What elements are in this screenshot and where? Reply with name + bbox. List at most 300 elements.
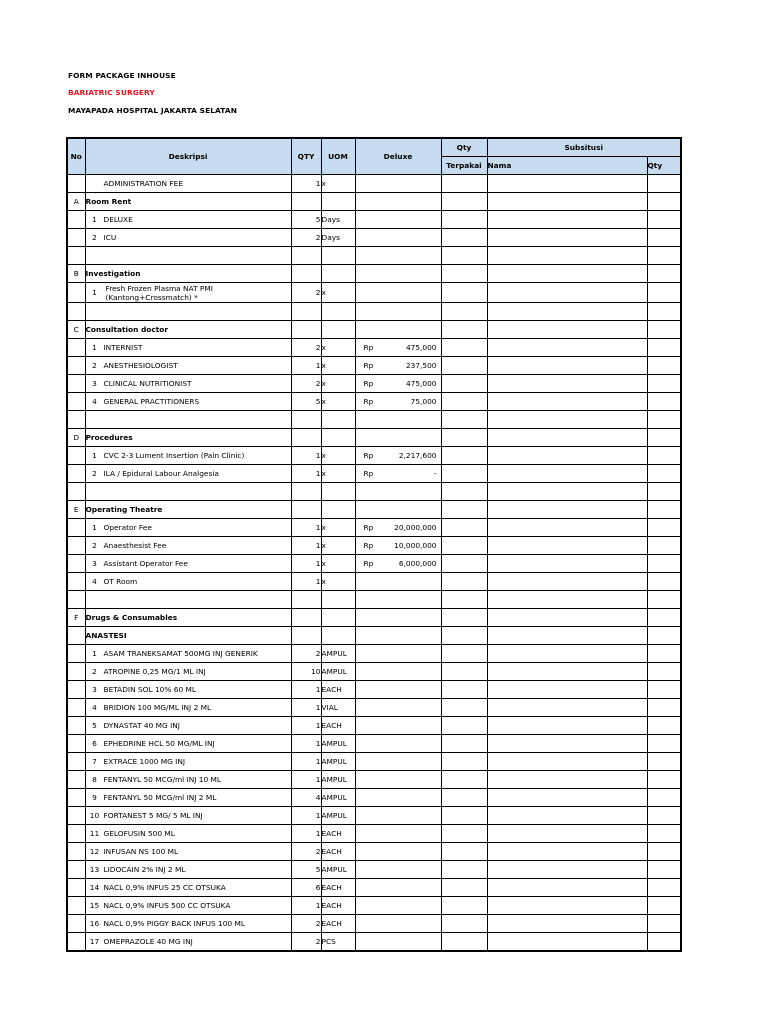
cell-no — [67, 933, 85, 952]
cell-substitute-name — [487, 609, 647, 627]
package-name: BARIATRIC SURGERY — [68, 88, 155, 97]
uom-value: x — [321, 577, 326, 586]
cell-qty — [291, 879, 321, 897]
table-row — [67, 699, 681, 717]
cell-deluxe — [355, 447, 441, 465]
cell-substitute-name — [487, 193, 647, 211]
qty-value: 2 — [315, 649, 321, 658]
table-header — [67, 138, 681, 175]
cell-uom — [321, 411, 355, 429]
cell-no — [67, 717, 85, 735]
cell-substitute-name — [487, 879, 647, 897]
cell-qty — [291, 753, 321, 771]
cell-substitute-name — [487, 897, 647, 915]
cell-substitute-qty — [647, 483, 681, 501]
cell-qty — [291, 375, 321, 393]
cell-deluxe — [355, 229, 441, 247]
cell-substitute-name — [487, 465, 647, 483]
item-number: 3 — [92, 379, 97, 388]
qty-value: 1 — [315, 775, 321, 784]
cell-description — [85, 627, 291, 645]
item-description: Operator Fee — [103, 523, 152, 532]
cell-terpakai — [441, 321, 487, 339]
table-row — [67, 447, 681, 465]
cell-substitute-name — [487, 229, 647, 247]
uom-value: AMPUL — [321, 739, 347, 748]
section-title: Investigation — [85, 269, 141, 278]
cell-description — [85, 573, 291, 591]
cell-terpakai — [441, 357, 487, 375]
cell-terpakai — [441, 645, 487, 663]
cell-qty — [291, 265, 321, 283]
cell-terpakai — [441, 447, 487, 465]
currency-label: Rp — [363, 451, 374, 460]
cell-no — [67, 735, 85, 753]
uom-value: x — [321, 361, 326, 370]
cell-substitute-qty — [647, 843, 681, 861]
uom-value: x — [321, 469, 326, 478]
cell-no — [67, 645, 85, 663]
uom-value: EACH — [321, 829, 342, 838]
cell-uom — [321, 807, 355, 825]
uom-value: AMPUL — [321, 811, 347, 820]
cell-substitute-name — [487, 753, 647, 771]
cell-qty — [291, 825, 321, 843]
cell-description — [85, 717, 291, 735]
uom-value: AMPUL — [321, 757, 347, 766]
cell-description — [85, 501, 291, 519]
qty-value: 2 — [315, 847, 321, 856]
cell-no — [67, 843, 85, 861]
cell-qty — [291, 483, 321, 501]
table-row — [67, 339, 681, 357]
col-nama: Nama — [487, 157, 647, 175]
section-row — [67, 429, 681, 447]
cell-deluxe — [355, 321, 441, 339]
cell-deluxe — [355, 699, 441, 717]
cell-substitute-name — [487, 303, 647, 321]
item-number: 1 — [92, 523, 97, 532]
cell-deluxe — [355, 627, 441, 645]
qty-value: 1 — [315, 361, 321, 370]
cell-no — [67, 357, 85, 375]
uom-value: Days — [321, 215, 340, 224]
item-description: DYNASTAT 40 MG INJ — [103, 721, 180, 730]
cell-description — [85, 789, 291, 807]
row-letter: B — [73, 269, 79, 278]
cell-uom — [321, 211, 355, 229]
cell-qty — [291, 645, 321, 663]
item-number: 4 — [92, 703, 97, 712]
cell-substitute-name — [487, 717, 647, 735]
cell-substitute-name — [487, 429, 647, 447]
cell-no — [67, 519, 85, 537]
cell-no — [67, 429, 85, 447]
cell-uom — [321, 789, 355, 807]
qty-value: 1 — [315, 559, 321, 568]
cell-terpakai — [441, 537, 487, 555]
description-wrap — [86, 284, 291, 302]
cell-qty — [291, 175, 321, 193]
cell-substitute-qty — [647, 555, 681, 573]
cell-uom — [321, 321, 355, 339]
cell-substitute-name — [487, 357, 647, 375]
cell-deluxe — [355, 537, 441, 555]
cell-substitute-name — [487, 861, 647, 879]
cell-deluxe — [355, 681, 441, 699]
item-number: 14 — [89, 883, 100, 892]
table-row — [67, 789, 681, 807]
cell-terpakai — [441, 753, 487, 771]
qty-value: 5 — [315, 215, 321, 224]
item-number: 4 — [92, 577, 97, 586]
cell-description — [85, 411, 291, 429]
table-row — [67, 519, 681, 537]
currency-label: Rp — [363, 361, 374, 370]
cell-substitute-qty — [647, 265, 681, 283]
cell-substitute-qty — [647, 915, 681, 933]
cell-substitute-qty — [647, 663, 681, 681]
table-row — [67, 807, 681, 825]
cell-deluxe — [355, 429, 441, 447]
table-row — [67, 357, 681, 375]
item-description: Assistant Operator Fee — [103, 559, 188, 568]
cell-description — [85, 771, 291, 789]
table-row — [67, 645, 681, 663]
item-number: 6 — [92, 739, 97, 748]
cell-substitute-qty — [647, 357, 681, 375]
item-number: 2 — [92, 469, 97, 478]
qty-value: 1 — [315, 451, 321, 460]
cell-no — [67, 807, 85, 825]
cell-uom — [321, 175, 355, 193]
cell-no — [67, 573, 85, 591]
uom-value: EACH — [321, 685, 342, 694]
form-title: FORM PACKAGE INHOUSE — [68, 71, 176, 80]
item-number: 10 — [89, 811, 100, 820]
cell-no — [67, 789, 85, 807]
price-value: 6,000,000 — [398, 559, 437, 568]
cell-qty — [291, 573, 321, 591]
cell-terpakai — [441, 555, 487, 573]
uom-value: EACH — [321, 721, 342, 730]
cell-substitute-qty — [647, 699, 681, 717]
qty-value: 5 — [315, 865, 321, 874]
cell-substitute-qty — [647, 861, 681, 879]
cell-substitute-qty — [647, 519, 681, 537]
qty-value: 1 — [315, 523, 321, 532]
row-letter: A — [73, 197, 79, 206]
package-table — [66, 137, 682, 952]
cell-uom — [321, 429, 355, 447]
col-deluxe: Deluxe — [355, 138, 441, 175]
cell-uom — [321, 393, 355, 411]
qty-value: 10 — [311, 667, 321, 676]
uom-value: x — [321, 451, 326, 460]
cell-no — [67, 375, 85, 393]
cell-no — [67, 211, 85, 229]
col-qty-group: Qty — [441, 138, 487, 157]
cell-substitute-qty — [647, 247, 681, 265]
item-description: NACL 0,9% INFUS 25 CC OTSUKA — [103, 883, 226, 892]
cell-deluxe — [355, 591, 441, 609]
cell-no — [67, 825, 85, 843]
blank-row — [67, 303, 681, 321]
cell-deluxe — [355, 609, 441, 627]
section-row — [67, 193, 681, 211]
cell-substitute-qty — [647, 771, 681, 789]
currency-label: Rp — [363, 541, 374, 550]
cell-deluxe — [355, 645, 441, 663]
uom-value: VIAL — [321, 703, 338, 712]
cell-no — [67, 897, 85, 915]
cell-deluxe — [355, 933, 441, 952]
item-number: 12 — [89, 847, 100, 856]
cell-substitute-qty — [647, 537, 681, 555]
cell-uom — [321, 193, 355, 211]
cell-description — [85, 843, 291, 861]
cell-substitute-name — [487, 771, 647, 789]
cell-qty — [291, 609, 321, 627]
cell-qty — [291, 915, 321, 933]
cell-substitute-qty — [647, 735, 681, 753]
cell-uom — [321, 663, 355, 681]
cell-uom — [321, 753, 355, 771]
uom-value: x — [321, 379, 326, 388]
price-value: 20,000,000 — [394, 523, 437, 532]
table-row — [67, 843, 681, 861]
cell-qty — [291, 411, 321, 429]
cell-qty — [291, 627, 321, 645]
cell-qty — [291, 303, 321, 321]
cell-description — [85, 663, 291, 681]
item-description: GENERAL PRACTITIONERS — [103, 397, 200, 406]
cell-no — [67, 627, 85, 645]
item-number: 3 — [92, 685, 97, 694]
cell-uom — [321, 897, 355, 915]
section-title: Procedures — [85, 433, 133, 442]
cell-qty — [291, 229, 321, 247]
cell-description — [85, 175, 291, 193]
cell-uom — [321, 609, 355, 627]
item-number: 1 — [92, 288, 97, 297]
cell-qty — [291, 933, 321, 952]
cell-substitute-name — [487, 247, 647, 265]
cell-substitute-name — [487, 447, 647, 465]
qty-value: 2 — [315, 937, 321, 946]
row-letter: C — [73, 325, 79, 334]
item-number: 2 — [92, 667, 97, 676]
item-description: OMEPRAZOLE 40 MG INJ — [103, 937, 193, 946]
cell-deluxe — [355, 735, 441, 753]
cell-substitute-qty — [647, 807, 681, 825]
uom-value: Days — [321, 233, 340, 242]
cell-no — [67, 771, 85, 789]
cell-terpakai — [441, 573, 487, 591]
cell-deluxe — [355, 411, 441, 429]
cell-no — [67, 321, 85, 339]
table-row — [67, 933, 681, 952]
item-number: 8 — [92, 775, 97, 784]
price-value: 10,000,000 — [394, 541, 437, 550]
cell-qty — [291, 211, 321, 229]
cell-description — [85, 861, 291, 879]
cell-description — [85, 483, 291, 501]
table-row — [67, 211, 681, 229]
item-number: 16 — [89, 919, 100, 928]
cell-terpakai — [441, 789, 487, 807]
cell-terpakai — [441, 627, 487, 645]
cell-substitute-name — [487, 265, 647, 283]
item-number: 1 — [92, 649, 97, 658]
cell-terpakai — [441, 843, 487, 861]
cell-substitute-name — [487, 555, 647, 573]
cell-deluxe — [355, 753, 441, 771]
cell-terpakai — [441, 771, 487, 789]
cell-description — [85, 429, 291, 447]
uom-value: PCS — [321, 937, 336, 946]
cell-substitute-qty — [647, 429, 681, 447]
table-row — [67, 861, 681, 879]
item-description: CVC 2-3 Lument Insertion (Pain Clinic) — [103, 451, 245, 460]
item-description: CLINICAL NUTRITIONIST — [103, 379, 192, 388]
cell-description — [85, 915, 291, 933]
table-row — [67, 175, 681, 193]
cell-qty — [291, 717, 321, 735]
blank-row — [67, 411, 681, 429]
cell-description — [85, 897, 291, 915]
cell-description — [85, 753, 291, 771]
cell-substitute-name — [487, 375, 647, 393]
cell-terpakai — [441, 699, 487, 717]
cell-deluxe — [355, 915, 441, 933]
cell-description — [85, 339, 291, 357]
cell-description — [85, 265, 291, 283]
currency-label: Rp — [363, 523, 374, 532]
cell-description — [85, 247, 291, 265]
qty-value: 1 — [315, 685, 321, 694]
qty-value: 1 — [315, 179, 321, 188]
cell-qty — [291, 897, 321, 915]
item-number: 1 — [92, 343, 97, 352]
cell-uom — [321, 771, 355, 789]
item-description: EPHEDRINE HCL 50 MG/ML INJ — [103, 739, 215, 748]
cell-qty — [291, 339, 321, 357]
cell-no — [67, 681, 85, 699]
cell-qty — [291, 321, 321, 339]
price-value: 237,500 — [405, 361, 437, 370]
item-number: 11 — [89, 829, 100, 838]
cell-terpakai — [441, 879, 487, 897]
cell-uom — [321, 375, 355, 393]
item-number: 2 — [92, 541, 97, 550]
cell-qty — [291, 283, 321, 303]
uom-value: x — [321, 343, 326, 352]
item-description: ADMINISTRATION FEE — [103, 179, 184, 188]
item-description: ICU — [103, 233, 117, 242]
cell-description — [85, 321, 291, 339]
cell-substitute-name — [487, 699, 647, 717]
table-row — [67, 663, 681, 681]
cell-no — [67, 393, 85, 411]
cell-uom — [321, 229, 355, 247]
cell-deluxe — [355, 573, 441, 591]
cell-substitute-qty — [647, 447, 681, 465]
cell-qty — [291, 393, 321, 411]
cell-no — [67, 229, 85, 247]
cell-no — [67, 915, 85, 933]
cell-terpakai — [441, 265, 487, 283]
section-title: ANASTESI — [85, 631, 127, 640]
cell-uom — [321, 681, 355, 699]
cell-no — [67, 247, 85, 265]
section-title: Operating Theatre — [85, 505, 163, 514]
cell-terpakai — [441, 247, 487, 265]
item-description: NACL 0,9% INFUS 500 CC OTSUKA — [103, 901, 231, 910]
cell-substitute-qty — [647, 627, 681, 645]
section-row — [67, 501, 681, 519]
cell-substitute-name — [487, 483, 647, 501]
col-deskripsi: Deskripsi — [85, 138, 291, 175]
cell-description — [85, 681, 291, 699]
cell-substitute-qty — [647, 933, 681, 952]
cell-no — [67, 501, 85, 519]
table-row — [67, 465, 681, 483]
blank-row — [67, 591, 681, 609]
cell-qty — [291, 501, 321, 519]
table-row — [67, 717, 681, 735]
cell-substitute-qty — [647, 229, 681, 247]
cell-uom — [321, 247, 355, 265]
item-number: 5 — [92, 721, 97, 730]
cell-deluxe — [355, 393, 441, 411]
cell-description — [85, 447, 291, 465]
item-number: 4 — [92, 397, 97, 406]
cell-substitute-name — [487, 339, 647, 357]
cell-uom — [321, 465, 355, 483]
cell-substitute-qty — [647, 879, 681, 897]
cell-terpakai — [441, 211, 487, 229]
cell-deluxe — [355, 663, 441, 681]
cell-substitute-name — [487, 411, 647, 429]
cell-substitute-qty — [647, 645, 681, 663]
qty-value: 2 — [315, 288, 321, 297]
table-row — [67, 555, 681, 573]
cell-deluxe — [355, 357, 441, 375]
item-description: GELOFUSIN 500 ML — [103, 829, 175, 838]
table-row — [67, 825, 681, 843]
cell-substitute-name — [487, 933, 647, 952]
table-row — [67, 573, 681, 591]
cell-uom — [321, 915, 355, 933]
cell-substitute-qty — [647, 339, 681, 357]
currency-label: Rp — [363, 559, 374, 568]
cell-terpakai — [441, 861, 487, 879]
price-value: 2,217,600 — [398, 451, 437, 460]
cell-deluxe — [355, 265, 441, 283]
cell-substitute-name — [487, 211, 647, 229]
section-title: Drugs & Consumables — [85, 613, 178, 622]
cell-deluxe — [355, 717, 441, 735]
table-row — [67, 771, 681, 789]
cell-description — [85, 645, 291, 663]
cell-substitute-qty — [647, 501, 681, 519]
cell-deluxe — [355, 789, 441, 807]
cell-uom — [321, 717, 355, 735]
cell-substitute-qty — [647, 411, 681, 429]
hospital-name: MAYAPADA HOSPITAL JAKARTA SELATAN — [68, 106, 237, 115]
item-number: 2 — [92, 233, 97, 242]
